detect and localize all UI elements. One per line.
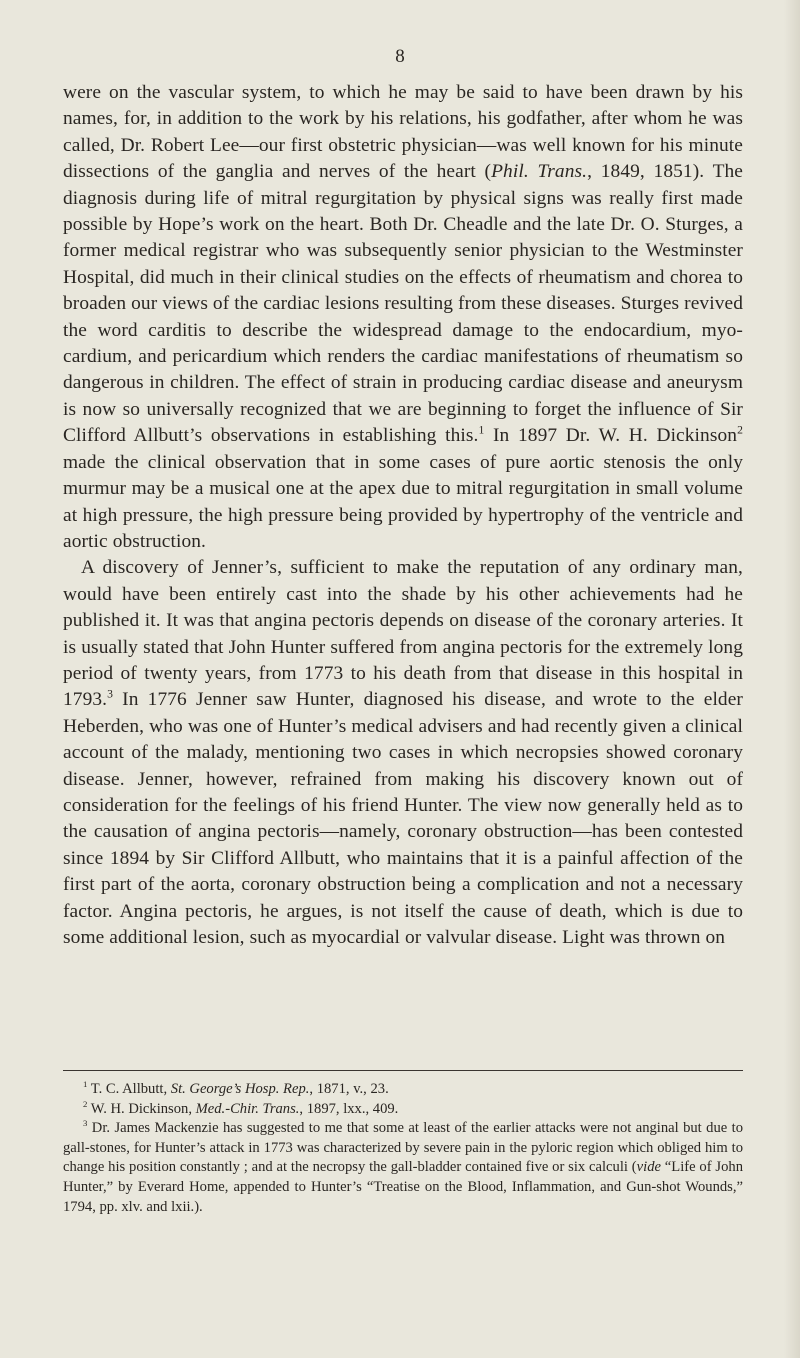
text-span: , 1897, lxx., 409. [299, 1100, 399, 1117]
text-span: “Life of John Hunter,” by Everard Home, appended to Hunter’s “Treatise on the Blood, Inflammation, and Gun-shot Wounds,” 1794, pp. xlv. and lxii.). [63, 1159, 743, 1215]
footnote-ref-1: 1 [478, 423, 485, 437]
text-span: In 1897 Dr. W. H. Dickinson [484, 425, 738, 447]
footnote-2 [63, 1100, 743, 1120]
body-text [63, 80, 743, 951]
journal-citation: Med.-Chir. Trans. [195, 1100, 300, 1117]
footnote-1 [63, 1080, 743, 1100]
text-span: , 1871, v., 23. [309, 1081, 389, 1097]
text-span: A discovery of Jenner’s, sufficient to make the reputation of any ordinary man, would have been entirely cast into the shade by his other achievements had he published it. It was that angina pectoris depends on disease of the coronary arteries. It is usually stated that John Hunter suffered from angina pectoris for the extremely long period of twenty years, from 1773 to his death from that disease in this hospital in 1793. [63, 557, 743, 711]
text-span: were on the vascular system, to which he may be said to have been drawn by his names, for, in addition to the work by his relations, his godfather, after whom he was called, Dr. Robert Lee—our first obstetric physician—was well known for his minute dissections of the ganglia and nerves of the heart ( [63, 82, 743, 183]
footnote-divider [63, 1070, 743, 1071]
footnote-mark: 1 [83, 1079, 88, 1090]
page-edge-shadow [784, 0, 800, 1358]
journal-citation: St. George’s Hosp. Rep. [170, 1081, 310, 1097]
text-span: In 1776 Jenner saw Hunter, diagnosed his disease, and wrote to the elder Heberden, who was one of Hunter’s medical advisers and had recently given a clinical account of the malady, mentioning two cases in which necropsies showed coronary disease. Jenner, however, refrained from making his discovery known out of consideration for the feelings of his friend Hunter. The view now generally held as to the causation of angina pectoris—namely, coronary obstruction—has been contested since 1894 by Sir Clifford Allbutt, who maintains that it is a painful affection of the first part of the aorta, coronary obstruction being a complication and not a necessary factor. Angina pectoris, he argues, is not itself the cause of death, which is due to some additional lesion, such as myocardial or valvular disease. Light was thrown on [63, 689, 743, 948]
footnote-ref-2: 2 [737, 423, 744, 437]
paragraph-2 [63, 555, 743, 951]
footnote-ref-3: 3 [107, 687, 114, 701]
footnote-mark: 3 [83, 1118, 88, 1129]
text-span: , 1849, 1851). The diagnosis during life of mitral regurgitation by physical signs was really first made possible by Hope’s work on the heart. Both Dr. Cheadle and the late Dr. O. Sturges, a former medical registrar who was subsequently senior physician to the Westminster Hospital, did much in their clinical studies on the effects of rheumatism and chorea to broaden our views of the cardiac lesions resulting from these diseases. Sturges revived the word carditis to describe the widespread damage to the endocardium, myo-cardium, and pericardium which renders the cardiac manifestations of rheumatism so dangerous in children. The effect of strain in producing cardiac disease and aneurysm is now so universally recognized that we are beginning to forget the influence of Sir Clifford Allbutt’s observations in establishing this. [63, 161, 744, 447]
paragraph-1 [63, 80, 743, 555]
page-number: 8 [395, 46, 405, 67]
journal-citation: Phil. Trans. [491, 161, 588, 183]
footnote-mark: 2 [83, 1098, 88, 1109]
text-span: made the clinical observation that in some cases of pure aortic stenosis the only murmur may be a musical one at the apex due to mitral regurgitation in small volume at high pressure, the high pressure being provided by hypertrophy of the ventricle and aortic obstruction. [63, 451, 743, 552]
footnote-3 [63, 1119, 743, 1217]
text-span: T. C. Allbutt, [87, 1081, 171, 1097]
vide-italic: vide [636, 1159, 661, 1176]
footnotes [63, 1080, 743, 1217]
text-span: W. H. Dickinson, [87, 1100, 196, 1117]
text-span: Dr. James Mackenzie has suggested to me that some at least of the earlier attacks were not anginal but due to gall-stones, for Hunter’s attack in 1773 was characterized by severe pain in the pyloric region which obliged him to change his position constantly ; and at the necropsy the gall-bladder contained five or six calculi ( [63, 1120, 743, 1176]
